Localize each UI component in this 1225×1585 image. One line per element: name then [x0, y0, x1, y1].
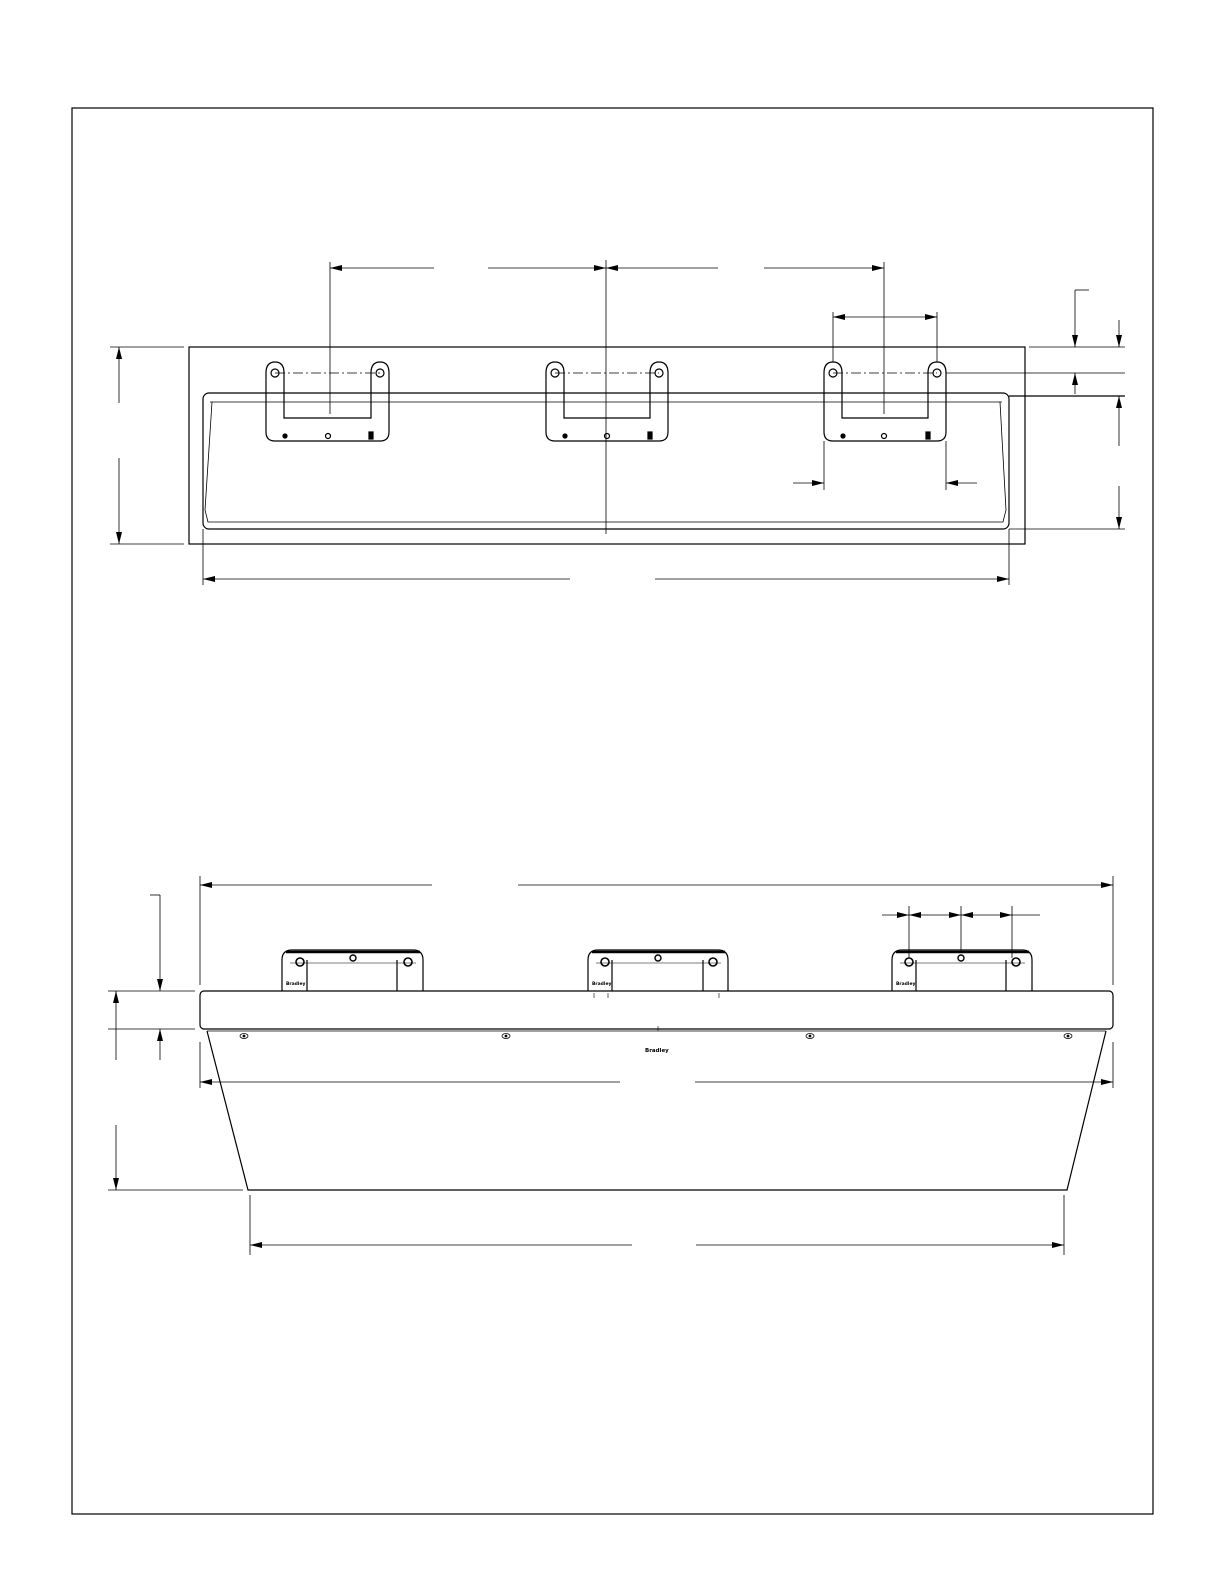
trough-body: [207, 1031, 1106, 1190]
logo-faucet-1: Bradley: [286, 982, 306, 987]
front-view: [108, 876, 1113, 1255]
front-view-dimensions: [108, 876, 1113, 1255]
top-view: [110, 260, 1125, 585]
logo-faucet-3: Bradley: [896, 982, 916, 987]
top-view-centerlines: [330, 260, 884, 534]
drawing-border: [72, 108, 1153, 1514]
deck-outline: [189, 347, 1025, 544]
faucet-station-1: [266, 362, 389, 441]
basin-inner: [205, 402, 1006, 522]
faucet-station-3: [824, 362, 1125, 441]
faucet-station-2: [546, 362, 668, 441]
logo-faucet-2: Bradley: [592, 982, 612, 987]
top-view-dimensions: [110, 268, 1125, 585]
deck-slab: [200, 991, 1113, 1029]
logo-trough: Bradley: [645, 1048, 669, 1054]
mounting-holes: [240, 1034, 1072, 1039]
